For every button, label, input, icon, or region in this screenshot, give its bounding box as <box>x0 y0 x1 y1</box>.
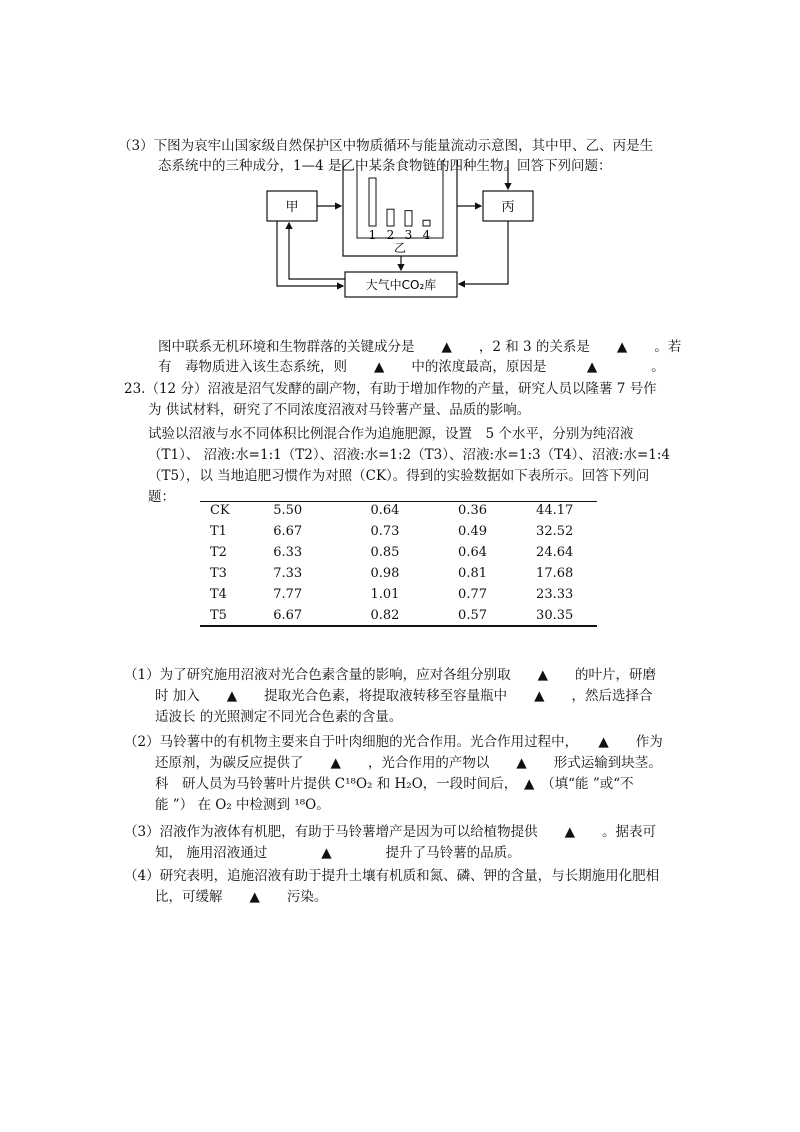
table-cell: 6.67 <box>273 524 303 539</box>
table-cell: 0.36 <box>458 503 487 518</box>
sub2-line-1: （2）马铃薯中的有机物主要来自于叶肉细胞的光合作用。光合作用过程中， ▲ 作为 <box>124 734 663 750</box>
sub2-line-3: 科 研人员为马铃薯叶片提供 C¹⁸O₂ 和 H₂O，一段时间后， ▲ （填“能 ”或“不 <box>155 776 634 792</box>
q23-line-2: 为 供试材料，研究了不同浓度沼液对马铃薯产量、品质的影响。 <box>148 402 531 418</box>
table-row <box>200 605 600 626</box>
table-cell: T5 <box>210 608 227 623</box>
bar-2 <box>387 209 394 226</box>
q3-answer-line-1: 图中联系无机环境和生物群落的关键成分是 ▲ ，2 和 3 的关系是 ▲ 。若 <box>158 339 682 355</box>
table-cell: 0.57 <box>458 608 487 623</box>
table-cell: T1 <box>210 524 227 539</box>
table-cell: T2 <box>210 545 227 560</box>
table-cell: T3 <box>210 566 227 581</box>
bar-4 <box>423 220 430 226</box>
bar-3 <box>405 211 412 226</box>
table-row <box>200 500 600 521</box>
sub1-line-2: 时 加入 ▲ 提取光合色素，将提取液转移至容量瓶中 ▲ ，然后选择合 <box>155 688 653 704</box>
sub1-line-3: 适波长 的光照测定不同光合色素的含量。 <box>155 709 403 725</box>
table-cell: 23.33 <box>536 587 574 602</box>
table-row <box>200 584 600 605</box>
co2-label: 大气中CO₂库 <box>365 278 437 292</box>
table-row <box>200 563 600 584</box>
table-cell: 0.77 <box>458 587 487 602</box>
jia-label: 甲 <box>285 200 299 215</box>
data-table <box>200 500 600 626</box>
table-cell: 30.35 <box>536 608 574 623</box>
q23-line-6: 题： <box>148 489 175 505</box>
sub4-line-1: （4）研究表明，追施沼液有助于提升土壤有机质和氮、磷、钾的含量，与长期施用化肥相 <box>124 868 660 884</box>
q3-answer-line-2: 有 毒物质进入该生态系统，则 ▲ 中的浓度最高，原因是 ▲ 。 <box>158 359 665 375</box>
table-cell: CK <box>210 503 230 518</box>
table-cell: 0.64 <box>458 545 487 560</box>
q3-line-2: 态系统中的三种成分，1—4 是乙中某条食物链的四种生物。回答下列问题： <box>158 158 612 174</box>
sub3-line-2: 知， 施用沼液通过 ▲ 提升了马铃薯的品质。 <box>155 845 521 861</box>
table-cell: 0.98 <box>370 566 400 581</box>
table-cell: 0.64 <box>370 503 400 518</box>
bar-label: 1 <box>368 228 377 242</box>
table-cell: 0.73 <box>370 524 400 539</box>
table-cell: 0.85 <box>370 545 400 560</box>
q3-line-1: （3）下图为哀牢山国家级自然保护区中物质循环与能量流动示意图，其中甲、乙、丙是生 <box>118 138 654 154</box>
table-cell: 0.81 <box>458 566 487 581</box>
table-cell: 17.68 <box>536 566 574 581</box>
sub2-line-4: 能 ”） 在 O₂ 中检测到 ¹⁸O。 <box>155 797 330 813</box>
yi-label: 乙 <box>393 241 407 255</box>
table-row <box>200 521 600 542</box>
bar-label: 4 <box>422 228 431 242</box>
q23-line-5: （T5），以 当地追肥习惯作为对照（CK）。得到的实验数据如下表所示。回答下列问 <box>148 468 650 484</box>
table-cell: 1.01 <box>370 587 400 602</box>
food-chain-bars <box>369 178 431 242</box>
sub4-line-2: 比，可缓解 ▲ 污染。 <box>155 889 328 905</box>
sub1-line-1: （1）为了研究施用沼液对光合色素含量的影响，应对各组分别取 ▲ 的叶片，研磨 <box>124 667 656 683</box>
q23-line-4: （T1）、 沼液:水=1:1（T2）、沼液:水=1:2（T3）、沼液:水=1:3（T4）、沼液:水=1:4 <box>148 447 671 463</box>
bar-1 <box>369 178 376 226</box>
table-cell: 32.52 <box>536 524 574 539</box>
table-cell: 0.82 <box>370 608 400 623</box>
table-cell: 44.17 <box>536 503 574 518</box>
cycle-diagram <box>265 160 545 300</box>
bing-label: 丙 <box>501 200 515 215</box>
table-bottom-rule <box>200 625 597 627</box>
table-cell: 6.33 <box>273 545 303 560</box>
sub3-line-1: （3）沼液作为液体有机肥，有助于马铃薯增产是因为可以给植物提供 ▲ 。据表可 <box>124 824 656 840</box>
table-cell: 0.49 <box>458 524 487 539</box>
table-row <box>200 542 600 563</box>
table-cell: 7.77 <box>273 587 303 602</box>
table-cell: 24.64 <box>536 545 574 560</box>
sub2-line-2: 还原剂，为碳反应提供了 ▲ ，光合作用的产物以 ▲ 形式运输到块茎。 <box>155 755 662 771</box>
table-cell: T4 <box>210 587 227 602</box>
bar-label: 2 <box>386 228 395 242</box>
bar-label: 3 <box>404 228 413 242</box>
q23-line-3: 试验以沼液与水不同体积比例混合作为追施肥源，设置 5 个水平，分别为纯沼液 <box>148 426 634 442</box>
q23-line-1: 23.（12 分）沼液是沼气发酵的副产物，有助于增加作物的产量，研究人员以隆薯 7 号作 <box>124 381 657 397</box>
table-cell: 5.50 <box>273 503 303 518</box>
table-cell: 6.67 <box>273 608 303 623</box>
table-cell: 7.33 <box>273 566 303 581</box>
